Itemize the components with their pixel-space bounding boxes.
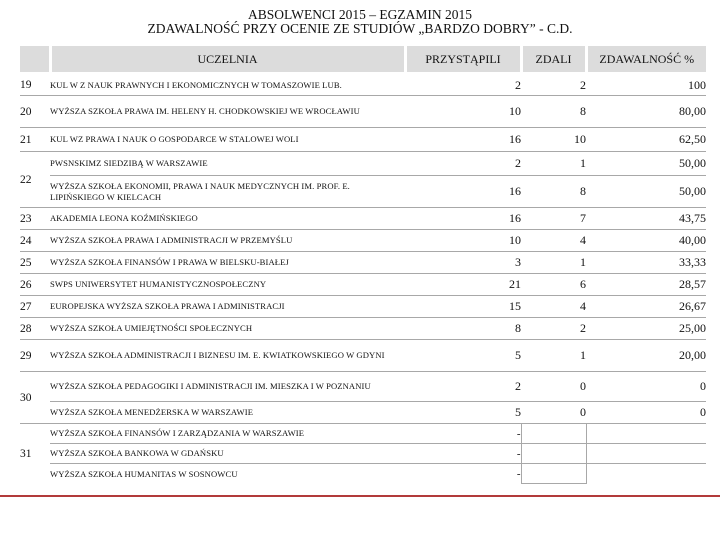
row-przystapili: 21	[405, 274, 521, 296]
table-row	[20, 402, 706, 424]
header-row	[20, 46, 706, 74]
row-zdali: 2	[521, 318, 586, 340]
row-uczelnia: WYŻSZA SZKOŁA PEDAGOGIKI I ADMINISTRACJI IM. MIESZKA I W POZNANIU	[50, 372, 405, 402]
row-uczelnia: WYŻSZA SZKOŁA FINANSÓW I ZARZĄDZANIA W WARSZAWIE	[50, 424, 405, 444]
row-zdali	[521, 424, 586, 444]
row-number: 23	[20, 208, 50, 230]
row-uczelnia: KUL W Z NAUK PRAWNYCH I EKONOMICZNYCH W TOMASZOWIE LUB.	[50, 74, 405, 96]
row-przystapili: 16	[405, 176, 521, 208]
title-line-1: ABSOLWENCI 2015 – EGZAMIN 2015	[248, 7, 472, 22]
table-row	[20, 372, 706, 402]
row-uczelnia: WYŻSZA SZKOŁA FINANSÓW I PRAWA W BIELSKU-BIAŁEJ	[50, 252, 405, 274]
row-zdali: 6	[521, 274, 586, 296]
table-row	[20, 152, 706, 176]
row-number: 30	[20, 372, 50, 424]
row-zdali: 7	[521, 208, 586, 230]
row-zdawalnosc: 25,00	[586, 318, 706, 340]
row-uczelnia: EUROPEJSKA WYŻSZA SZKOŁA PRAWA I ADMINISTRACJI	[50, 296, 405, 318]
footer-divider	[0, 495, 720, 497]
row-number: 26	[20, 274, 50, 296]
table-row	[20, 444, 706, 464]
row-zdawalnosc	[586, 424, 706, 444]
row-zdali: 8	[521, 96, 586, 128]
table-row	[20, 176, 706, 208]
header-zdawalnosc: ZDAWALNOŚĆ %	[586, 46, 706, 74]
row-zdali: 1	[521, 252, 586, 274]
row-przystapili: 2	[405, 74, 521, 96]
row-przystapili: -	[405, 464, 521, 484]
page-title	[0, 8, 720, 36]
row-zdawalnosc: 0	[586, 402, 706, 424]
row-przystapili: 16	[405, 208, 521, 230]
table-row	[20, 230, 706, 252]
row-przystapili: 2	[405, 372, 521, 402]
row-przystapili: 10	[405, 230, 521, 252]
row-przystapili: 3	[405, 252, 521, 274]
row-uczelnia: WYŻSZA SZKOŁA MENEDŻERSKA W WARSZAWIE	[50, 402, 405, 424]
row-zdawalnosc: 43,75	[586, 208, 706, 230]
table-row	[20, 318, 706, 340]
table-row	[20, 296, 706, 318]
row-zdawalnosc: 62,50	[586, 128, 706, 152]
row-zdali: 1	[521, 152, 586, 176]
row-number: 19	[20, 74, 50, 96]
row-number: 24	[20, 230, 50, 252]
row-number: 25	[20, 252, 50, 274]
row-zdali: 0	[521, 372, 586, 402]
row-zdawalnosc: 28,57	[586, 274, 706, 296]
row-number: 22	[20, 152, 50, 208]
row-number: 31	[20, 424, 50, 484]
row-zdawalnosc: 40,00	[586, 230, 706, 252]
row-zdali	[521, 464, 586, 484]
row-przystapili: 10	[405, 96, 521, 128]
row-przystapili: 5	[405, 340, 521, 372]
row-number: 29	[20, 340, 50, 372]
row-uczelnia: WYŻSZA SZKOŁA ADMINISTRACJI I BIZNESU IM. E. KWIATKOWSKIEGO W GDYNI	[50, 340, 405, 372]
row-uczelnia: AKADEMIA LEONA KOŹMIŃSKIEGO	[50, 208, 405, 230]
header-zdali: ZDALI	[521, 46, 586, 74]
row-uczelnia: WYŻSZA SZKOŁA PRAWA IM. HELENY H. CHODKOWSKIEJ WE WROCŁAWIU	[50, 96, 405, 128]
row-przystapili: -	[405, 424, 521, 444]
row-uczelnia: WYŻSZA SZKOŁA UMIEJĘTNOŚCI SPOŁECZNYCH	[50, 318, 405, 340]
row-uczelnia: SWPS UNIWERSYTET HUMANISTYCZNOSPOŁECZNY	[50, 274, 405, 296]
row-zdali: 10	[521, 128, 586, 152]
table-row	[20, 274, 706, 296]
row-zdali	[521, 444, 586, 464]
row-przystapili: 5	[405, 402, 521, 424]
row-number: 21	[20, 128, 50, 152]
row-zdawalnosc: 20,00	[586, 340, 706, 372]
row-number: 20	[20, 96, 50, 128]
row-zdawalnosc: 0	[586, 372, 706, 402]
header-uczelnia: UCZELNIA	[50, 46, 405, 74]
title-line-2: ZDAWALNOŚĆ PRZY OCENIE ZE STUDIÓW „BARDZO DOBRY” - C.D.	[147, 21, 573, 36]
row-przystapili: 2	[405, 152, 521, 176]
table-row	[20, 74, 706, 96]
row-uczelnia: WYŻSZA SZKOŁA BANKOWA W GDAŃSKU	[50, 444, 405, 464]
table-row	[20, 340, 706, 372]
row-number: 28	[20, 318, 50, 340]
header-num	[20, 46, 50, 74]
row-zdawalnosc: 26,67	[586, 296, 706, 318]
row-uczelnia: WYŻSZA SZKOŁA PRAWA I ADMINISTRACJI W PRZEMYŚLU	[50, 230, 405, 252]
row-zdali: 4	[521, 296, 586, 318]
table-row	[20, 208, 706, 230]
row-zdali: 8	[521, 176, 586, 208]
row-zdawalnosc	[586, 444, 706, 464]
results-table	[20, 46, 706, 484]
table-row	[20, 128, 706, 152]
row-zdawalnosc	[586, 464, 706, 484]
table-row	[20, 252, 706, 274]
row-zdali: 2	[521, 74, 586, 96]
row-zdawalnosc: 33,33	[586, 252, 706, 274]
row-przystapili: 16	[405, 128, 521, 152]
row-zdali: 0	[521, 402, 586, 424]
row-przystapili: 15	[405, 296, 521, 318]
row-uczelnia: KUL WZ PRAWA I NAUK O GOSPODARCE W STALOWEJ WOLI	[50, 128, 405, 152]
row-zdawalnosc: 100	[586, 74, 706, 96]
row-zdali: 4	[521, 230, 586, 252]
row-zdawalnosc: 50,00	[586, 152, 706, 176]
row-zdawalnosc: 50,00	[586, 176, 706, 208]
row-uczelnia: WYŻSZA SZKOŁA HUMANITAS W SOSNOWCU	[50, 464, 405, 484]
row-number: 27	[20, 296, 50, 318]
row-uczelnia: PWSNSKIMZ SIEDZIBĄ W WARSZAWIE	[50, 152, 405, 176]
row-przystapili: 8	[405, 318, 521, 340]
row-zdawalnosc: 80,00	[586, 96, 706, 128]
header-przystapili: PRZYSTĄPILI	[405, 46, 521, 74]
table-row	[20, 464, 706, 484]
row-przystapili: -	[405, 444, 521, 464]
row-uczelnia: WYŻSZA SZKOŁA EKONOMII, PRAWA I NAUK MEDYCZNYCH IM. PROF. E. LIPIŃSKIEGO W KIELCACH	[50, 176, 405, 208]
table-row	[20, 96, 706, 128]
table-row	[20, 424, 706, 444]
row-zdali: 1	[521, 340, 586, 372]
